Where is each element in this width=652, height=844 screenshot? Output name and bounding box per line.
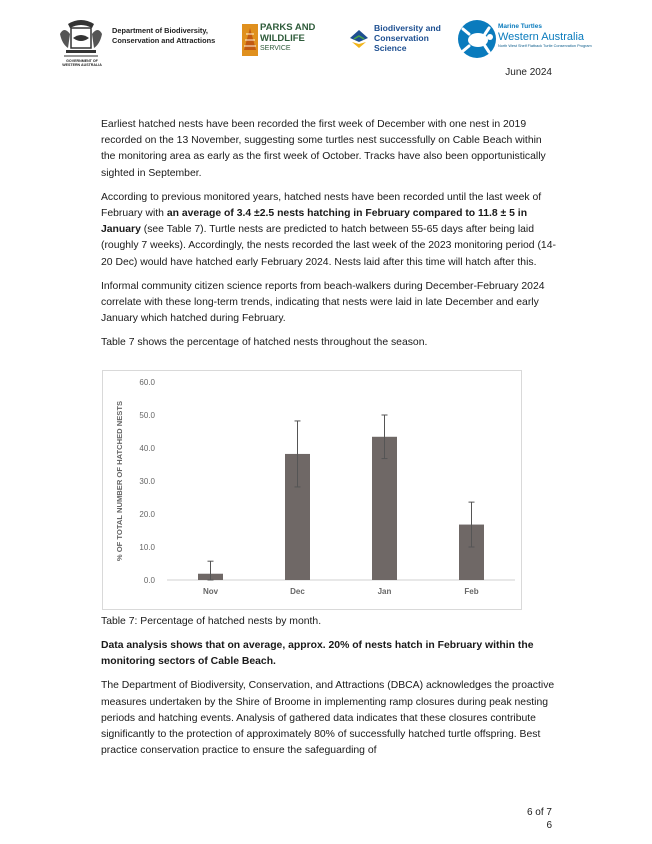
paragraph-earliest-hatched: Earliest hatched nests have been recorded the first week of December with one nest in 2019 recorded on the 13 November, suggesting some turtles nest successfully on Cable Beach within the monitoring area as early as the first week of October. Tracks have also been opportunistically sighted in September.	[101, 119, 546, 179]
y-axis-title: % OF TOTAL NUMBER OF HATCHED NESTS	[115, 400, 124, 562]
document-date: June 2024	[505, 67, 552, 78]
x-tick-label-feb: Feb	[464, 587, 479, 596]
paragraph-citizen-science: Informal community citizen science reports from beach-walkers during December-February 2024 correlate with these long-term trends, indicating that nests were laid in late December and early January which hatched during February.	[101, 280, 545, 325]
letterhead	[52, 14, 592, 72]
page-index: 6	[546, 820, 552, 831]
mt-line-3: North West Shelf Flatback Turtle Conservation Program	[498, 44, 592, 48]
dbca-line-1: Department of Biodiversity,	[112, 26, 208, 35]
paragraph-previous-years-c: (see Table 7). Turtle nests are predicted to hatch between 55-65 days after being laid (roughly 7 weeks). Accordingly, the nests recorded the last week of the 2023 monitoring period (14-20 Dec) would have hatched early February 2024. Nests laid after this time will hatch after this.	[101, 224, 556, 268]
gov-wa-label	[55, 59, 109, 67]
paragraph-previous-years-bold: an average of 3.4 ±2.5 nests hatching in February compared to 11.8 ± 5 in January	[101, 208, 528, 236]
pw-line-2: WILDLIFE	[260, 32, 305, 44]
marine-turtle-icon	[456, 18, 500, 60]
paragraph-data-analysis-bold: Data analysis shows that on average, approx. 20% of nests hatch in February within the monitoring sectors of Cable Beach.	[101, 640, 534, 668]
parks-wildlife-name	[260, 23, 315, 55]
bcs-swirl-icon	[348, 28, 370, 50]
bcs-name	[374, 23, 441, 53]
body-text-bottom	[101, 638, 556, 767]
gov-line-2: WESTERN AUSTRALIA	[62, 63, 102, 68]
hatched-nests-chart	[102, 370, 522, 610]
paragraph-previous-years-a: According to previous monitored years, hatched nests have been recorded until the last week of February with	[101, 191, 542, 220]
pw-line-1: PARKS AND	[260, 22, 316, 33]
y-tick-label-6: 60.0	[139, 378, 155, 387]
paragraph-previous-years	[101, 190, 556, 271]
body-text-top	[101, 117, 556, 360]
marine-turtles-name	[498, 22, 594, 49]
x-tick-label-nov: Nov	[202, 587, 219, 596]
y-tick-label-3: 30.0	[139, 477, 155, 486]
table-caption: Table 7: Percentage of hatched nests by month.	[101, 616, 322, 627]
y-tick-label-1: 10.0	[139, 543, 155, 552]
x-tick-label-jan: Jan	[377, 587, 392, 596]
paragraph-data-analysis	[101, 638, 556, 670]
bcs-line-3: Science	[374, 43, 407, 53]
pw-line-3: SERVICE	[260, 45, 291, 52]
x-tick-label-dec: Dec	[290, 587, 305, 596]
dbca-name	[112, 26, 215, 45]
mt-line-2: Western Australia	[498, 31, 585, 43]
bcs-line-1: Biodiversity and	[374, 23, 441, 33]
page-number	[527, 806, 552, 832]
bcs-line-2: Conservation	[374, 33, 429, 43]
y-tick-label-2: 20.0	[139, 510, 155, 519]
page-of-total: 6 of 7	[526, 807, 552, 818]
y-tick-label-5: 50.0	[139, 411, 155, 420]
paragraph-table-intro: Table 7 shows the percentage of hatched nests throughout the season.	[101, 337, 428, 349]
gov-line-1: GOVERNMENT OF	[66, 59, 98, 63]
dbca-line-2: Conservation and Attractions	[112, 35, 216, 45]
mt-line-1: Marine Turtles	[498, 23, 542, 30]
y-tick-label-0: 0.0	[143, 576, 155, 585]
y-tick-label-4: 40.0	[139, 444, 155, 453]
chart-svg	[103, 371, 521, 609]
paragraph-dbca-acknowledgement: The Department of Biodiversity, Conservation, and Attractions (DBCA) acknowledges the proactive measures undertaken by the Shire of Broome in implementing ramp closures during peak nesting periods and hatching events. Analysis of gathered data indicates that these closures contribute significantly to the protection of approximately 80% of successfully hatched turtle offspring. Best practice conservation practice to ensure the safeguarding of	[101, 680, 555, 757]
